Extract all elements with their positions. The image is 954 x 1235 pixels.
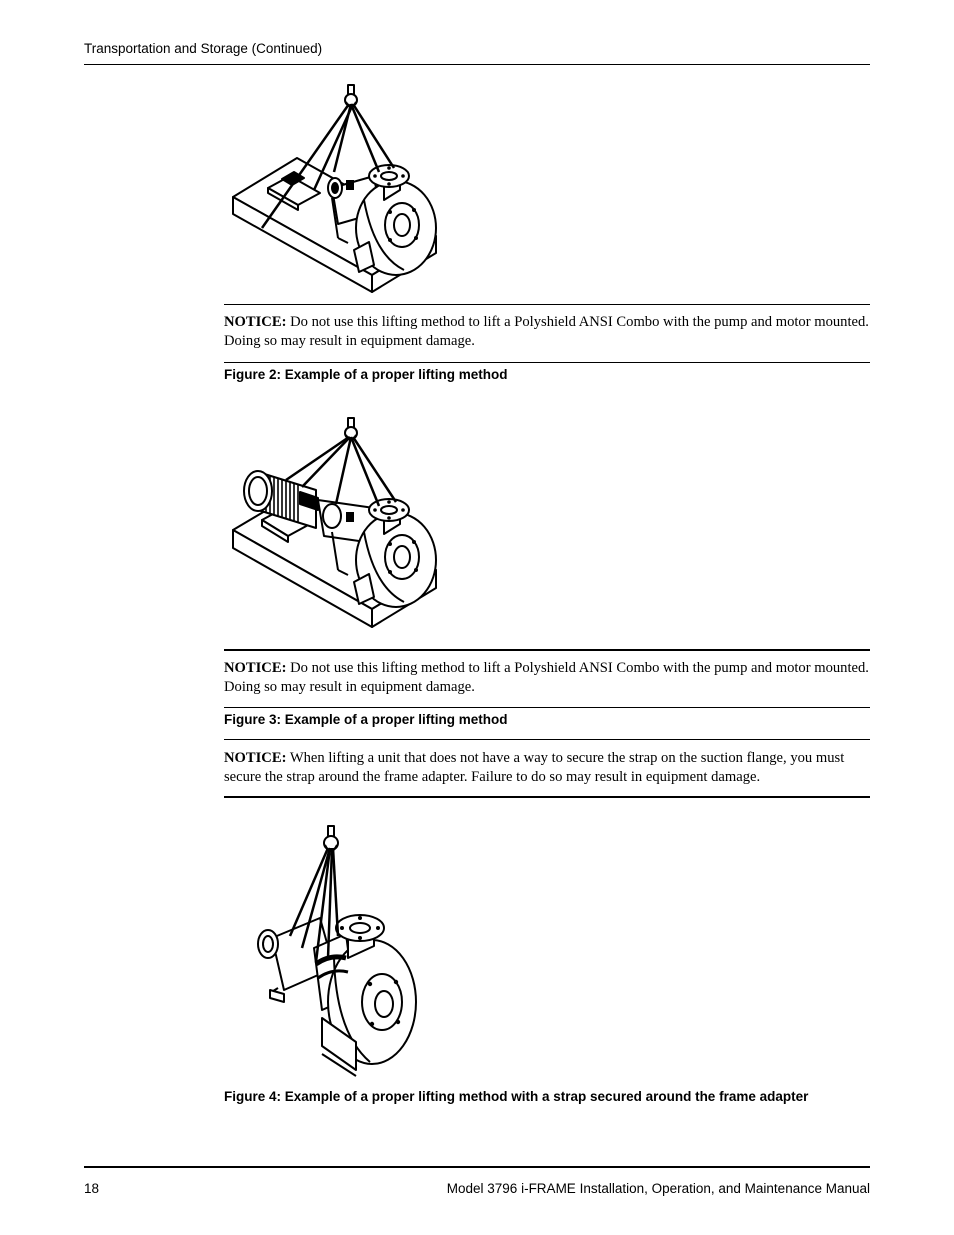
notice-3: [224, 749, 874, 787]
notice-3-text: When lifting a unit that does not have a way to secure the strap on the suction flange, you must secure the strap around the frame adapter. Failure to do so may result in equipment damage.: [224, 750, 845, 785]
notice-1-label: NOTICE:: [224, 314, 287, 330]
notice-3-bottom-rule: [224, 796, 870, 798]
footer-divider: [84, 1166, 870, 1168]
figure-4-illustration: [250, 818, 420, 1078]
notice-2-bottom-rule: [224, 707, 870, 708]
notice-2: [224, 659, 874, 697]
figure-3-illustration: [224, 412, 454, 632]
running-header: Transportation and Storage (Continued): [84, 41, 323, 56]
notice-3-label: NOTICE:: [224, 750, 287, 766]
header-divider: [84, 64, 870, 65]
notice-1: [224, 313, 874, 351]
figure-4-caption: Figure 4: Example of a proper lifting method with a strap secured around the frame adapter: [224, 1089, 809, 1104]
notice-1-bottom-rule: [224, 362, 870, 363]
page-number: 18: [84, 1181, 100, 1196]
figure-2-caption: Figure 2: Example of a proper lifting method: [224, 367, 508, 382]
notice-2-top-rule: [224, 649, 870, 651]
notice-1-top-rule: [224, 304, 870, 305]
figure-2-illustration: [224, 80, 454, 295]
figure-3-caption: Figure 3: Example of a proper lifting method: [224, 712, 508, 727]
notice-3-top-rule: [224, 739, 870, 740]
notice-2-text: Do not use this lifting method to lift a Polyshield ANSI Combo with the pump and motor mounted. Doing so may result in equipment damage.: [224, 660, 869, 695]
manual-title: Model 3796 i-FRAME Installation, Operation, and Maintenance Manual: [446, 1181, 870, 1196]
notice-2-label: NOTICE:: [224, 660, 287, 676]
notice-1-text: Do not use this lifting method to lift a Polyshield ANSI Combo with the pump and motor mounted. Doing so may result in equipment damage.: [224, 314, 869, 349]
